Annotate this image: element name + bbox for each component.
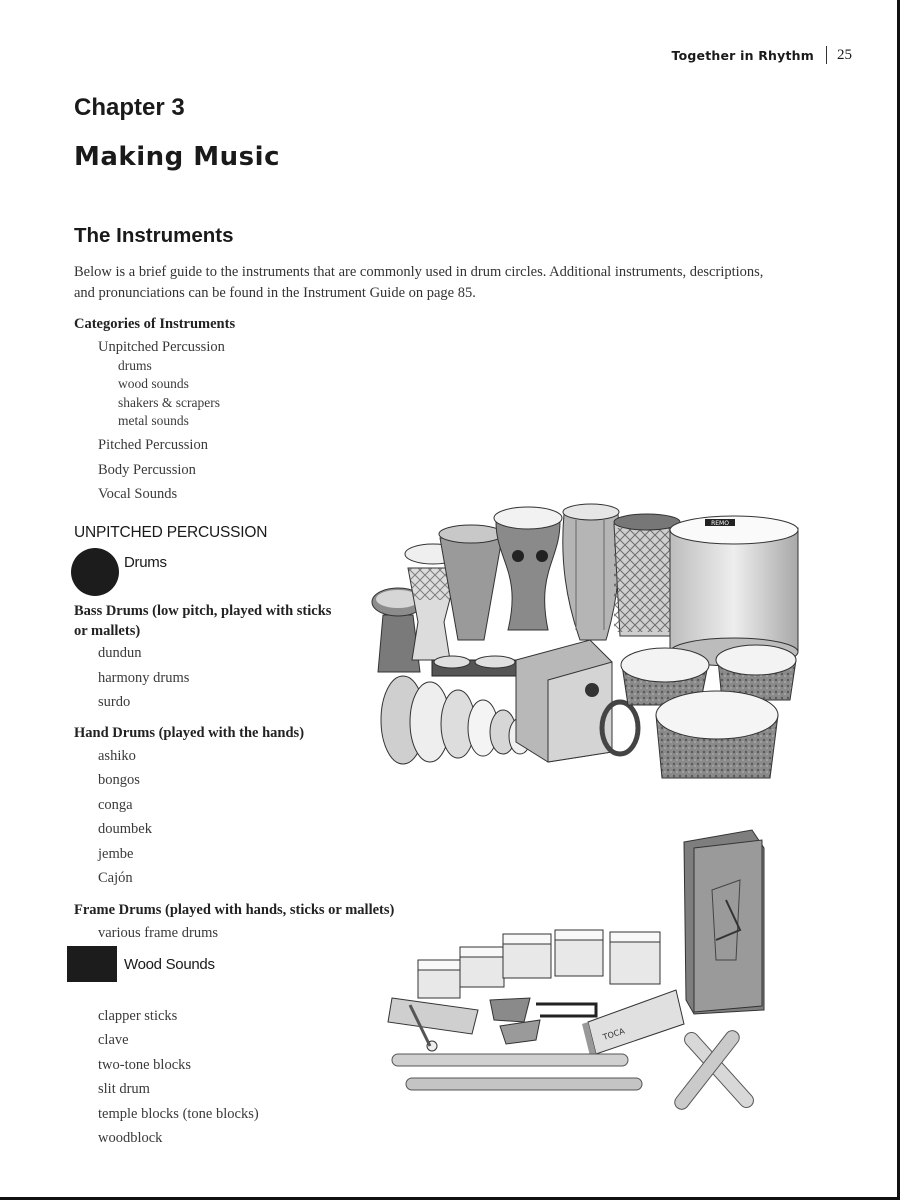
- tom-drums: [621, 645, 796, 778]
- category-item: Body Percussion: [98, 462, 196, 478]
- bass-drums-heading: Bass Drums (low pitch, played with sticks or mallets): [74, 603, 332, 639]
- frame-drums-heading: Frame Drums (played with hands, sticks or mallets): [74, 902, 395, 918]
- ashiko-drum: [439, 525, 503, 640]
- wood-sounds-marker-icon: [67, 946, 117, 982]
- instrument-item: bongos: [98, 772, 140, 788]
- clapper-sticks: [392, 1054, 642, 1090]
- drums-photo: [365, 500, 815, 800]
- temple-blocks: [418, 930, 660, 998]
- wood-instruments-photo: [370, 820, 790, 1110]
- chapter-label: Chapter 3: [74, 94, 185, 121]
- instrument-item: ashiko: [98, 748, 136, 764]
- categories-heading: Categories of Instruments: [74, 316, 236, 332]
- instrument-item: various frame drums: [98, 925, 218, 941]
- woodblock: [582, 990, 684, 1056]
- instrument-item: surdo: [98, 694, 131, 710]
- instrument-item: doumbek: [98, 821, 152, 837]
- running-title: Together in Rhythm: [671, 47, 814, 63]
- category-sub-item: drums: [118, 358, 152, 373]
- drums-label: Drums: [124, 554, 167, 571]
- unpitched-heading: UNPITCHED PERCUSSION: [74, 524, 268, 541]
- instrument-item: clapper sticks: [98, 1008, 178, 1024]
- page-number: 25: [837, 46, 852, 63]
- instrument-item: woodblock: [98, 1130, 163, 1146]
- instrument-item: slit drum: [98, 1081, 150, 1097]
- section-title: The Instruments: [74, 224, 234, 247]
- hand-drums-heading: Hand Drums (played with the hands): [74, 725, 305, 741]
- instrument-item: jembe: [98, 846, 134, 862]
- running-head: [672, 46, 852, 64]
- instrument-item: dundun: [98, 645, 142, 661]
- instrument-item: temple blocks (tone blocks): [98, 1106, 259, 1122]
- category-sub-item: wood sounds: [118, 376, 189, 391]
- remo-logo: REMO: [711, 520, 729, 527]
- instrument-item: two-tone blocks: [98, 1057, 192, 1073]
- instrument-item: harmony drums: [98, 670, 190, 686]
- chapter-title: Making Music: [74, 142, 280, 172]
- header-divider: [826, 46, 827, 64]
- category-item: Pitched Percussion: [98, 437, 208, 453]
- bongos: [432, 656, 518, 676]
- surdo-drum: [670, 516, 798, 666]
- claves: [672, 1028, 756, 1110]
- two-tone-block: [388, 998, 478, 1051]
- instrument-item: clave: [98, 1032, 129, 1048]
- instrument-item: Cajón: [98, 870, 133, 886]
- slit-drum: [684, 830, 764, 1014]
- intro-paragraph: Below is a brief guide to the instruments that are commonly used in drum circles. Additional instruments, descriptions, and pronunciations can be found in the Instrument Guide on page 85.: [74, 264, 764, 301]
- frame-drums: [381, 676, 531, 764]
- cajon-box: [516, 640, 612, 762]
- category-sub-item: metal sounds: [118, 413, 189, 428]
- agogo-wood: [490, 998, 596, 1044]
- drums-marker-icon: [71, 548, 119, 596]
- conga-drum: [563, 504, 620, 640]
- category-item: Unpitched Percussion: [98, 339, 225, 355]
- wood-sounds-label: Wood Sounds: [124, 956, 215, 973]
- category-sub-item: shakers & scrapers: [118, 395, 220, 410]
- djembe-tall: [494, 507, 562, 630]
- toca-logo: TOCA: [601, 1026, 626, 1042]
- instrument-item: conga: [98, 797, 133, 813]
- category-item: Vocal Sounds: [98, 486, 178, 502]
